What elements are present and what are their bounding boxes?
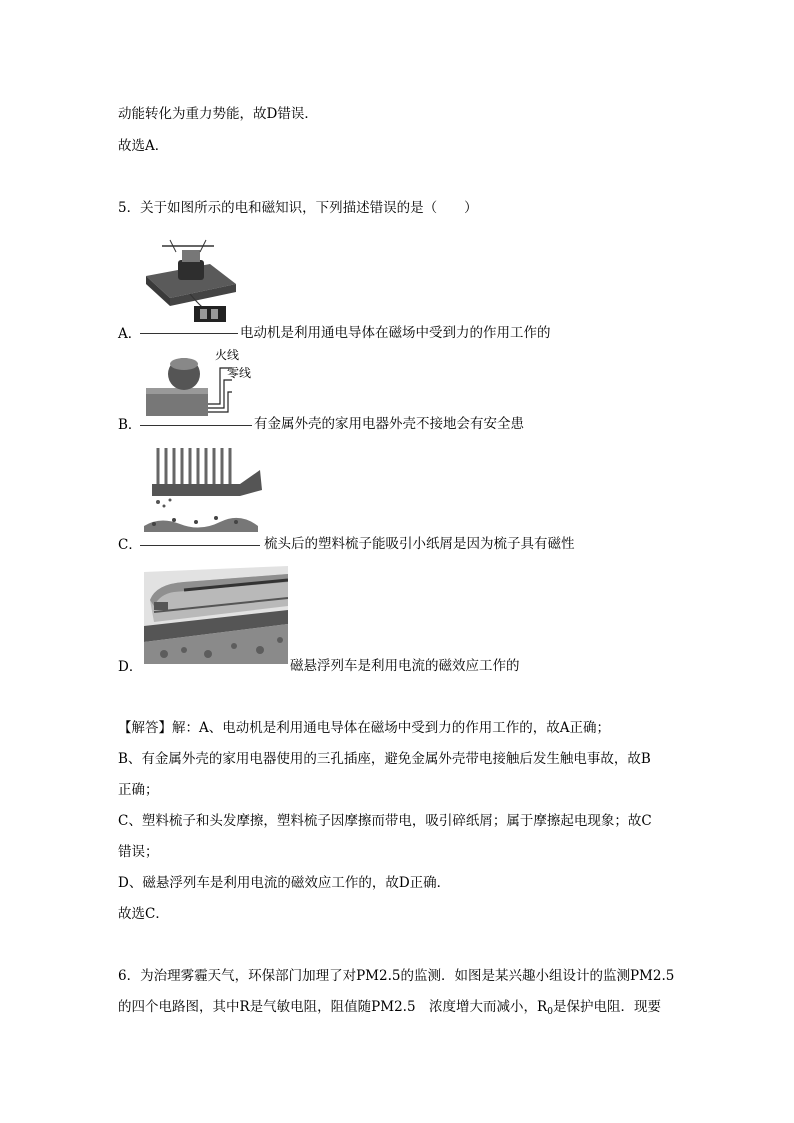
option-b-text: 有金属外壳的家用电器外壳不接地会有安全患 bbox=[254, 416, 524, 432]
option-a-label: A． bbox=[118, 326, 142, 342]
appliance-wiring-image bbox=[140, 346, 260, 416]
question-5-stem: 5．关于如图所示的电和磁知识，下列描述错误的是（ ） bbox=[118, 200, 478, 216]
prev-answer-line-1: 动能转化为重力势能，故D错误． bbox=[118, 106, 318, 122]
answer-line-2: B、有金属外壳的家用电器使用的三孔插座，避免金属外壳带电接触后发生触电事故，故B bbox=[118, 751, 651, 767]
maglev-train-image bbox=[144, 566, 288, 666]
option-c-text: 梳头后的塑料梳子能吸引小纸屑是因为梳子具有磁性 bbox=[264, 536, 575, 552]
option-b-label: B． bbox=[118, 417, 142, 433]
prev-answer-choice: 故选A． bbox=[118, 138, 169, 154]
live-wire-label: 火线 bbox=[215, 348, 240, 362]
answer-choice: 故选C． bbox=[118, 906, 169, 922]
motor-image bbox=[140, 236, 240, 331]
option-c-blank bbox=[140, 545, 260, 546]
answer-line-3: 正确； bbox=[118, 782, 159, 798]
answer-line-6: D、磁悬浮列车是利用电流的磁效应工作的，故D正确． bbox=[118, 875, 451, 891]
question-6-line-2-end: 是保护电阻．现要 bbox=[552, 999, 661, 1015]
option-d-label: D． bbox=[118, 659, 143, 675]
comb-paper-image bbox=[140, 440, 264, 536]
option-d-text: 磁悬浮列车是利用电流的磁效应工作的 bbox=[290, 658, 520, 674]
question-6-line-2-start: 的四个电路图，其中R是气敏电阻，阻值随PM2.5 浓度增大而减小，R bbox=[118, 999, 548, 1015]
answer-line-1: 【解答】解：A、电动机是利用通电导体在磁场中受到力的作用工作的，故A正确； bbox=[118, 720, 610, 736]
answer-line-4: C、塑料梳子和头发摩擦，塑料梳子因摩擦而带电，吸引碎纸屑；属于摩擦起电现象；故C bbox=[118, 813, 652, 829]
answer-line-5: 错误； bbox=[118, 844, 159, 860]
question-6-line-1: 6．为治理雾霾天气，环保部门加理了对PM2.5的监测．如图是某兴趣小组设计的监测PM2.5 bbox=[118, 968, 675, 984]
r0-subscript: 0 bbox=[547, 1007, 553, 1017]
option-b-blank bbox=[140, 425, 252, 426]
option-a-text: 电动机是利用通电导体在磁场中受到力的作用工作的 bbox=[240, 325, 551, 341]
option-c-label: C． bbox=[118, 537, 142, 553]
neutral-wire-label: 零线 bbox=[227, 366, 252, 380]
question-6-line-2 bbox=[118, 998, 661, 1021]
option-a-blank bbox=[140, 333, 238, 334]
